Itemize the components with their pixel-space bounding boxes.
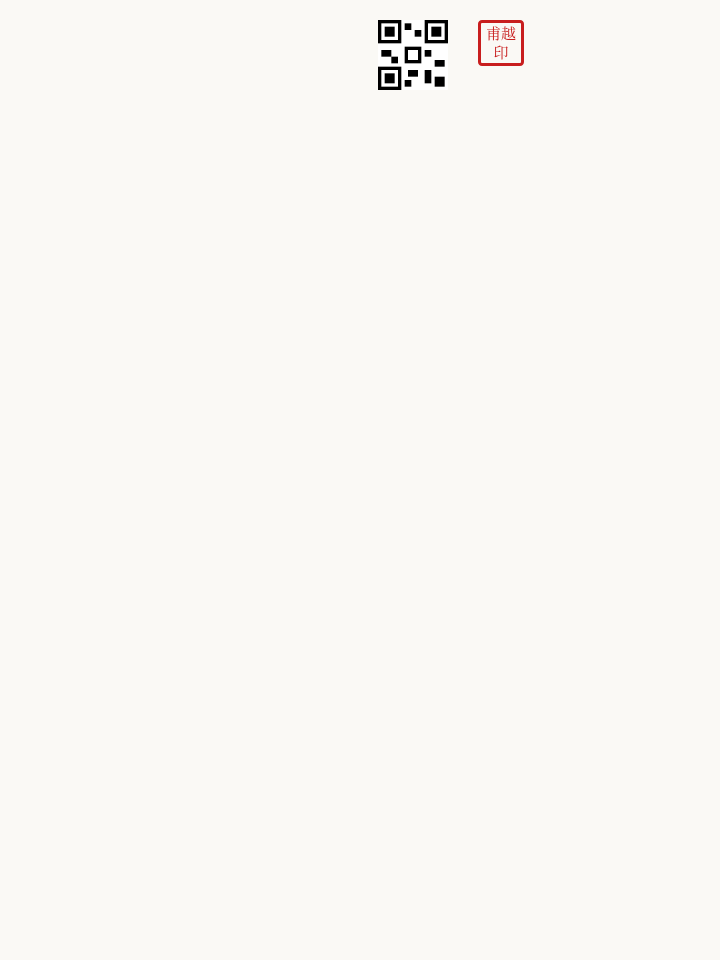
red-seal-stamp: 甫越 印 <box>478 20 524 66</box>
qr-code-icon <box>378 20 448 90</box>
